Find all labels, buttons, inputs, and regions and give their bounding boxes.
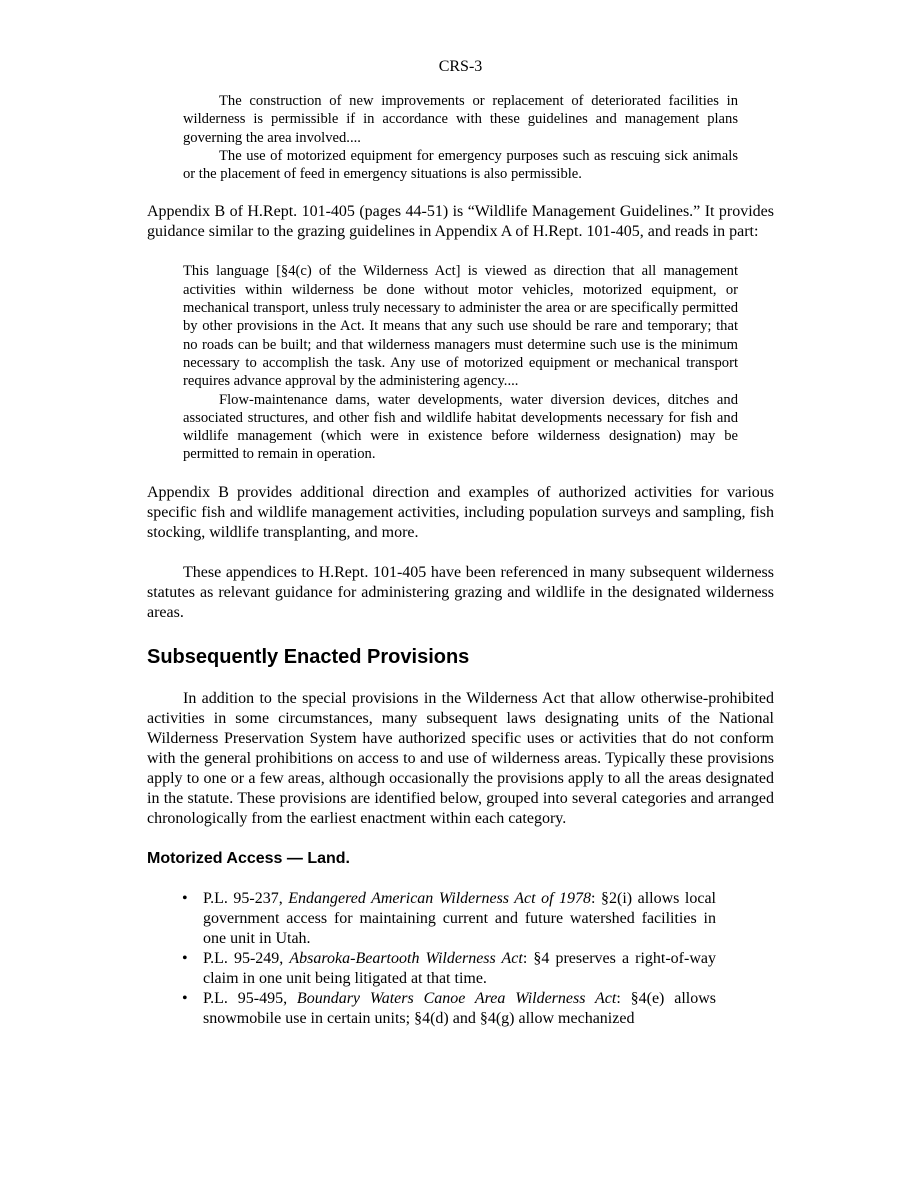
bullet-list xyxy=(147,889,716,1029)
act-title: Boundary Waters Canoe Area Wilderness Act xyxy=(296,989,617,1007)
act-title: Endangered American Wilderness Act of 1978 xyxy=(288,889,592,907)
section-heading: Subsequently Enacted Provisions xyxy=(147,645,470,668)
list-item xyxy=(147,889,716,949)
list-item xyxy=(147,989,716,1029)
quote-paragraph: The construction of new improvements or replacement of deteriorated facilities in wilderness is permissible if in accordance with these guidelines and management plans governing the area involved.... xyxy=(183,93,738,146)
bullet-icon: • xyxy=(182,949,188,967)
body-paragraph: In addition to the special provisions in the Wilderness Act that allow otherwise-prohibited activities in some circumstances, many subsequent laws designating units of the National Wilderness Preservation System have authorized specific uses or activities that do not conform with the general prohibitions on access to and use of wilderness areas. Typically these provisions apply to one or a few areas, although occasionally the provisions apply to all the areas designated in the statute. These provisions are identified below, grouped into several categories and arranged chronologically from the earliest enactment within each category. xyxy=(147,689,774,827)
list-item xyxy=(147,949,716,989)
subsection-heading: Motorized Access — Land. xyxy=(147,849,350,867)
page-number: CRS-3 xyxy=(438,58,483,75)
law-number: P.L. 95-249, xyxy=(203,949,290,967)
law-number: P.L. 95-237, xyxy=(203,889,289,907)
bullet-icon: • xyxy=(182,989,188,1007)
quote-paragraph: Flow-maintenance dams, water developments, water diversion devices, ditches and associated structures, and other fish and wildlife habitat developments necessary for fish and wildlife management (which were in existence before wilderness designation) may be permitted to remain in operation. xyxy=(183,391,738,463)
act-title: Absaroka-Beartooth Wilderness Act xyxy=(289,949,523,967)
body-paragraph: Appendix B of H.Rept. 101-405 (pages 44-51) is “Wildlife Management Guidelines.” It provides guidance similar to the grazing guidelines in Appendix A of H.Rept. 101-405, and reads in part: xyxy=(147,203,774,241)
bullet-icon: • xyxy=(182,889,188,907)
law-number: P.L. 95-495, xyxy=(203,989,297,1007)
body-paragraph: Appendix B provides additional direction and examples of authorized activities for various specific fish and wildlife management activities, including population surveys and sampling, fish stocking, wildlife transplanting, and more. xyxy=(147,483,774,541)
block-quote-wildlife xyxy=(183,262,738,463)
item-text: : §4(e) allows snowmobile use in certain units; §4(d) and §4(g) allow mechanized xyxy=(203,989,717,1027)
quote-paragraph: The use of motorized equipment for emergency purposes such as rescuing sick animals or the placement of feed in emergency situations is also permissible. xyxy=(183,147,738,183)
item-text: : §4 preserves a right-of-way claim in one unit being litigated at that time. xyxy=(203,949,716,987)
block-quote-grazing xyxy=(183,92,738,183)
quote-paragraph: This language [§4(c) of the Wilderness Act] is viewed as direction that all management activities within wilderness be done without motor vehicles, motorized equipment, or mechanical transport, unless truly necessary to administer the area or are specifically permitted by other provisions in the Act. It means that any such use should be rare and temporary; that no roads can be built; and that wilderness managers must determine such use is the minimum necessary to accomplish the task. Any use of motorized equipment or mechanical transport requires advance approval by the administering agency.... xyxy=(183,263,738,390)
document-page xyxy=(147,0,774,1029)
item-text: : §2(i) allows local government access for maintaining current and future watershed facilities in one unit in Utah. xyxy=(203,889,716,947)
body-paragraph: These appendices to H.Rept. 101-405 have been referenced in many subsequent wilderness statutes as relevant guidance for administering grazing and wildlife in the designated wilderness areas. xyxy=(147,563,774,621)
